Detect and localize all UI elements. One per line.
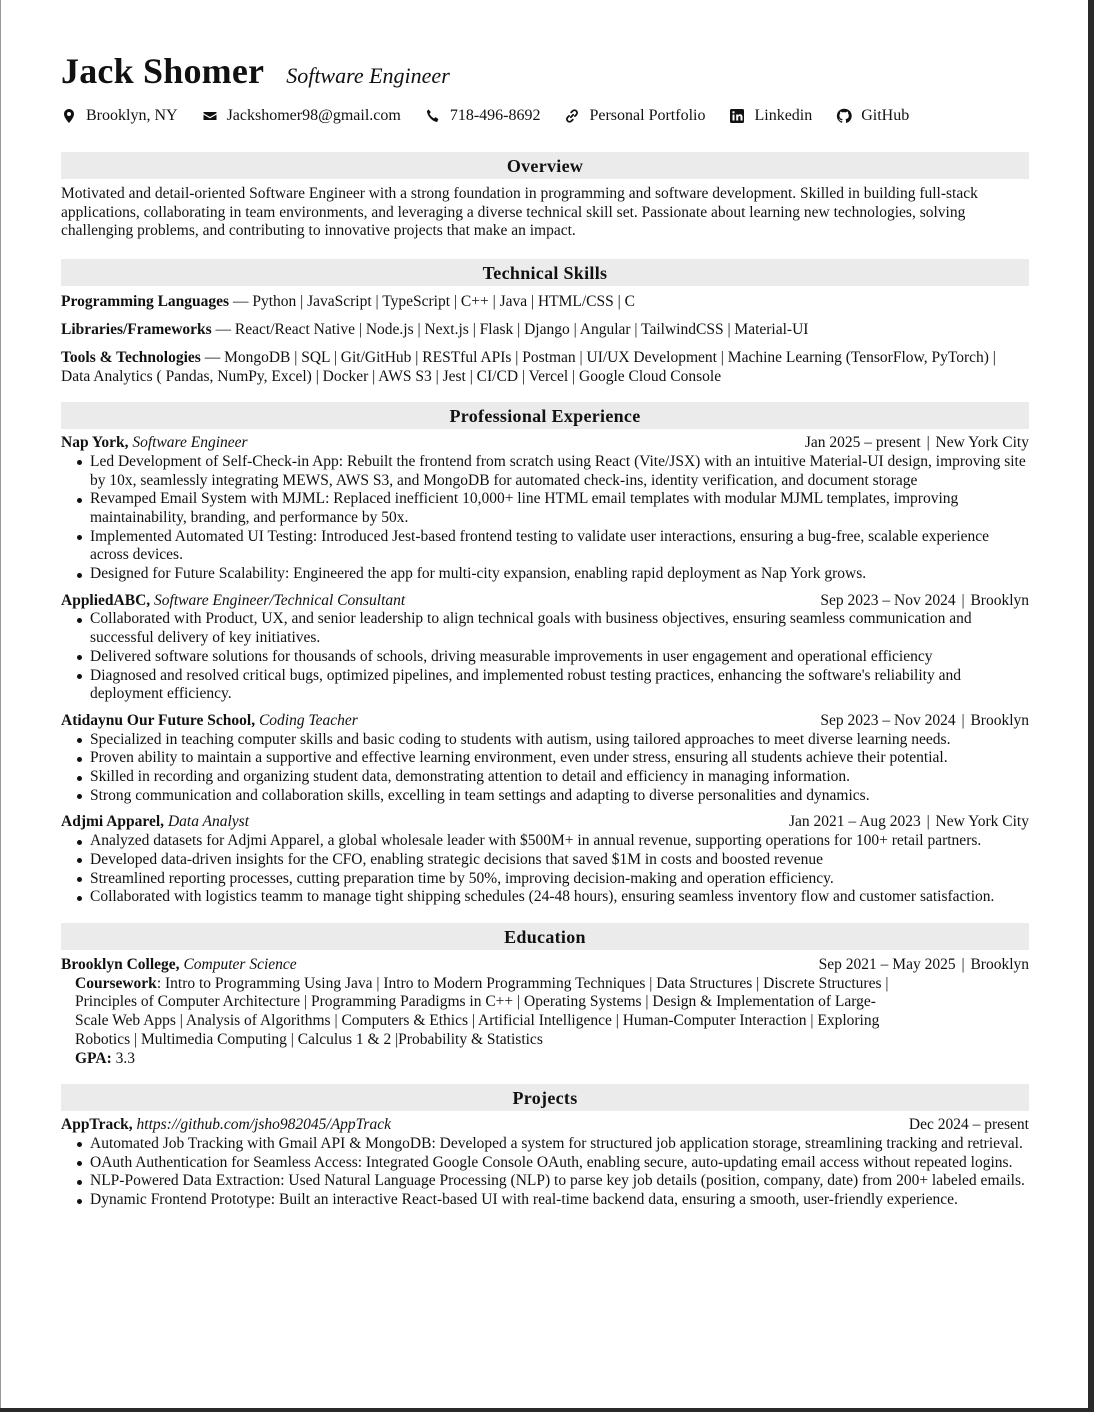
envelope-icon [202,108,218,124]
job-role: Data Analyst [167,813,250,831]
job-location: Brooklyn [970,711,1029,729]
job-header [61,434,1029,453]
job-role: Coding Teacher [258,711,358,729]
project-bullet: Automated Job Tracking with Gmail API & MongoDB: Developed a system for structured job application storage, streamlining tracking and retrieval. [90,1135,1029,1154]
job-bullet: Diagnosed and resolved critical bugs, optimized pipelines, and implemented robust testing practices, enhancing the software's reliability and deployment efficiency. [90,667,1029,704]
page-edge-left [0,0,1,1412]
resume-header [61,50,1029,100]
job-dates: Sep 2023 – Nov 2024 [820,591,956,609]
education-heading: Education [61,923,1029,950]
contact-linkedin[interactable] [729,107,812,125]
separator: | [926,813,930,831]
project-header [61,1116,1029,1135]
project-bullet: Dynamic Frontend Prototype: Built an interactive React-based UI with real-time backend data, ensuring a smooth, user-friendly experience. [90,1191,1029,1210]
skill-label: Tools & Technologies [61,349,201,367]
school-location: Brooklyn [970,955,1029,973]
resume-page [61,50,1029,1210]
job-entry [61,434,1029,584]
phone-icon [425,108,441,124]
skill-label: Libraries/Frameworks [61,321,212,339]
education-entry [61,956,1029,1068]
linkedin-icon [729,108,745,124]
contact-location-text: Brooklyn, NY [86,107,178,124]
job-bullet: Revamped Email System with MJML: Replaced inefficient 10,000+ line HTML email templates with modular MJML templates, improving maintainability, branding, and performance by 50x. [90,490,1029,527]
job-location: New York City [935,434,1029,452]
job-dates: Jan 2025 – present [804,434,921,452]
github-icon [836,108,852,124]
job-bullet: Strong communication and collaboration skills, excelling in team settings and adapting to diverse personalities and dynamics. [90,787,1029,806]
candidate-name: Jack Shomer [61,51,265,91]
project-bullet: OAuth Authentication for Seamless Access: Integrated Google Console OAuth, enabling secure, auto-updating email access without repeated logins. [90,1154,1029,1173]
job-header [61,712,1029,731]
job-bullet: Collaborated with Product, UX, and senior leadership to align technical goals with business objectives, ensuring seamless communication and successful delivery of key initiatives. [90,610,1029,647]
contact-github-text[interactable]: GitHub [861,107,910,124]
gpa [61,1050,895,1069]
contact-location [61,107,178,125]
contact-portfolio-text[interactable]: Personal Portfolio [589,107,706,124]
job-bullet: Specialized in teaching computer skills and basic coding to students with autism, using tailored approaches to meet diverse learning needs. [90,731,1029,750]
job-entry [61,712,1029,806]
job-bullet: Led Development of Self-Check-in App: Rebuilt the frontend from scratch using React (Vite/JSX) with an intuitive Material-UI design, improving site by 10x, seamlessly integrating MEWS, AWS S3, and MongoDB for automated check-ins, identity verification, and document storage [90,453,1029,490]
skill-row [61,292,1029,311]
job-header [61,813,1029,832]
skill-values: — MongoDB | SQL | Git/GitHub | RESTful APIs | Postman | UI/UX Development | Machine Learning (TensorFlow, PyTorch) | Data Analytics ( Pandas, NumPy, Excel) | Docker | AWS S3 | Jest | CI/CD | Vercel | Google Cloud Console [61,349,996,386]
contact-github[interactable] [836,107,909,125]
page-edge-right [1088,0,1094,1412]
job-role: Software Engineer [132,434,248,452]
job-bullets [61,453,1029,584]
separator: | [926,434,930,452]
job-bullets [61,832,1029,907]
project-bullets [61,1135,1029,1210]
job-bullet: Developed data-driven insights for the CFO, enabling strategic decisions that saved $1M in costs and boosted revenue [90,851,1029,870]
job-company: AppliedABC, [61,591,151,609]
contact-portfolio[interactable] [564,107,705,125]
skill-row [61,348,1029,386]
coursework-list: : Intro to Programming Using Java | Intro to Modern Programming Techniques | Data Structures | Discrete Structures | Principles of Computer Architecture | Programming Paradigms in C++ | Operating Systems | Design & Implementation of Large-Scale Web Apps | Analysis of Algorithms | Computers & Ethics | Artificial Intelligence | Human-Computer Interaction | Exploring Robotics | Multimedia Computing | Calculus 1 & 2 |Probability & Statistics [75,974,889,1048]
job-bullet: Streamlined reporting processes, cutting preparation time by 50%, improving decision-making and operation efficiency. [90,870,1029,889]
job-header [61,592,1029,611]
separator: | [961,955,965,973]
job-bullet: Skilled in recording and organizing student data, demonstrating attention to detail and efficiency in managing information. [90,768,1029,787]
projects-heading: Projects [61,1084,1029,1111]
gpa-value: 3.3 [111,1049,135,1067]
job-company: Atidaynu Our Future School, [61,711,256,729]
job-location: New York City [935,813,1029,831]
gpa-label: GPA: [75,1049,112,1067]
project-entry [61,1116,1029,1210]
project-name: AppTrack, [61,1116,133,1134]
project-dates: Dec 2024 – present [908,1116,1029,1134]
job-company: Adjmi Apparel, [61,813,165,831]
job-location: Brooklyn [970,591,1029,609]
school-major: Computer Science [183,955,297,973]
skill-values: — React/React Native | Node.js | Next.js | Flask | Django | Angular | TailwindCSS | Material-UI [211,321,809,339]
project-bullet: NLP-Powered Data Extraction: Used Natural Language Processing (NLP) to parse key job details (position, company, date) from 200+ labeled emails. [90,1172,1029,1191]
school-name: Brooklyn College, [61,955,180,973]
contact-email-text[interactable]: Jackshomer98@gmail.com [226,107,401,124]
project-url[interactable]: https://github.com/jsho982045/AppTrack [136,1116,391,1134]
skill-values: — Python | JavaScript | TypeScript | C++ | Java | HTML/CSS | C [229,293,635,311]
overview-text: Motivated and detail-oriented Software Engineer with a strong foundation in programming and software development. Skilled in building full-stack applications, collaborating in team environments, and leveraging a diverse technical skill set. Passionate about learning new technologies, solving challenging problems, and contributing to innovative projects that make an impact. [61,185,978,240]
job-bullets [61,610,1029,704]
coursework [61,975,895,1050]
location-pin-icon [61,108,77,124]
contact-email[interactable] [202,107,401,125]
job-dates: Jan 2021 – Aug 2023 [788,813,921,831]
skill-row [61,320,1029,339]
school-dates: Sep 2021 – May 2025 [818,955,956,973]
job-bullets [61,731,1029,806]
separator: | [961,591,965,609]
separator: | [961,711,965,729]
link-icon [564,108,580,124]
overview-heading: Overview [61,152,1029,179]
contact-row [61,104,1029,128]
experience-heading: Professional Experience [61,402,1029,429]
skills-heading: Technical Skills [61,259,1029,286]
job-bullet: Analyzed datasets for Adjmi Apparel, a global wholesale leader with $500M+ in annual revenue, supporting operations for 100+ retail partners. [90,832,1029,851]
job-bullet: Proven ability to maintain a supportive and effective learning environment, even under stress, ensuring all students achieve their potential. [90,749,1029,768]
job-dates: Sep 2023 – Nov 2024 [820,711,956,729]
job-entry [61,592,1029,704]
job-bullet: Implemented Automated UI Testing: Introduced Jest-based frontend testing to validate user interactions, ensuring a bug-free, scalable experience across devices. [90,528,1029,565]
page-edge-bottom [0,1408,1094,1412]
education-header [61,956,1029,975]
contact-phone-text[interactable]: 718-496-8692 [449,107,541,124]
job-company: Nap York, [61,434,129,452]
job-role: Software Engineer/Technical Consultant [154,591,406,609]
job-bullet: Designed for Future Scalability: Engineered the app for multi-city expansion, enabling rapid deployment as Nap York grows. [90,565,1029,584]
job-entry [61,813,1029,907]
coursework-label: Coursework [75,974,157,992]
job-bullet: Collaborated with logistics teamm to manage tight shipping schedules (24-48 hours), ensuring seamless inventory flow and customer satisfaction. [90,888,1029,907]
job-bullet: Delivered software solutions for thousands of schools, driving measurable improvements in user engagement and operational efficiency [90,648,1029,667]
skill-label: Programming Languages [61,293,230,311]
contact-linkedin-text[interactable]: Linkedin [754,107,813,124]
candidate-title: Software Engineer [286,63,450,88]
contact-phone[interactable] [425,107,541,125]
